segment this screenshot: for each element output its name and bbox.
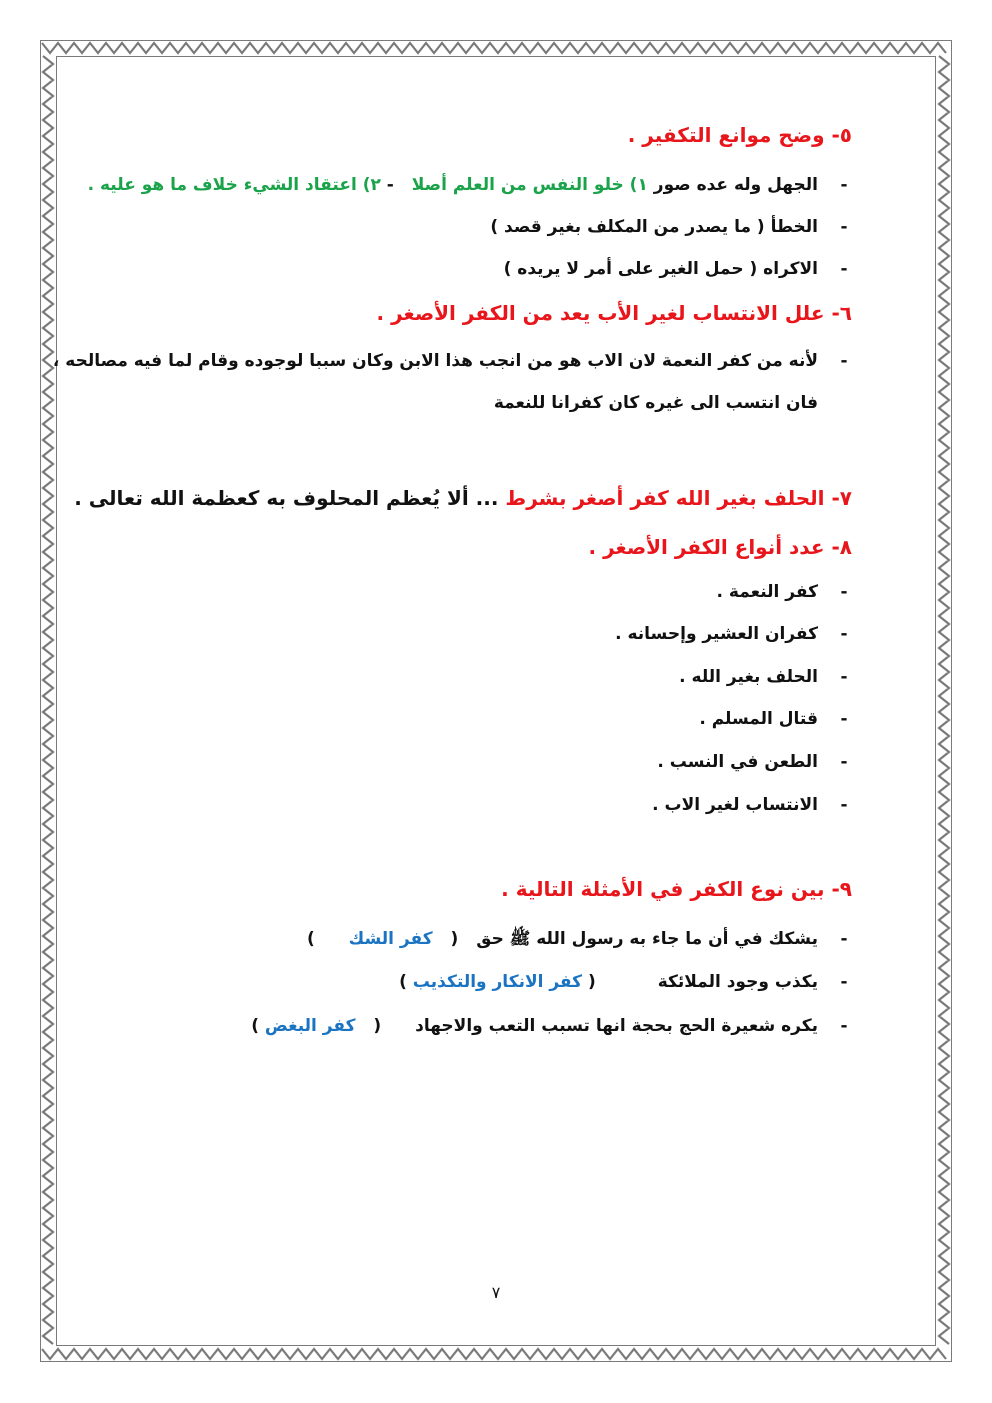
bullet: - bbox=[840, 259, 848, 279]
bullet: - bbox=[840, 929, 848, 949]
paren-open: ( bbox=[450, 929, 459, 949]
q9-example-2-text: يكذب وجود الملائكة bbox=[657, 972, 818, 992]
bullet: - bbox=[840, 582, 848, 602]
q5-item-jahl bbox=[88, 172, 818, 198]
q9-example-1-answer: كفر الشك bbox=[348, 929, 433, 949]
bullet: - bbox=[840, 972, 848, 992]
q8-title: ٨- عدد أنواع الكفر الأصغر . bbox=[588, 535, 852, 559]
q8-item-5: الطعن في النسب . bbox=[657, 752, 818, 772]
bullet: - bbox=[840, 1016, 848, 1036]
paren-open: ( bbox=[587, 972, 596, 992]
q5-title: ٥- وضح موانع التكفير . bbox=[627, 123, 852, 147]
bullet: - bbox=[840, 624, 848, 644]
q9-example-3-answer: كفر البغض bbox=[264, 1016, 356, 1036]
paren-close: ) bbox=[306, 929, 315, 949]
paren-open: ( bbox=[373, 1016, 382, 1036]
q6-title: ٦- علل الانتساب لغير الأب يعد من الكفر الأصغر . bbox=[376, 301, 852, 325]
bullet: - bbox=[840, 795, 848, 815]
page-number: ٧ bbox=[491, 1283, 501, 1302]
bullet: - bbox=[840, 175, 848, 195]
q9-example-1-text: يشكك في أن ما جاء به رسول الله ﷺ حق bbox=[476, 929, 818, 949]
q8-item-2: كفران العشير وإحسانه . bbox=[615, 624, 818, 644]
bullet: - bbox=[840, 217, 848, 237]
q5-jahl-lead: الجهل وله عده صور bbox=[653, 175, 818, 195]
q8-item-3: الحلف بغير الله . bbox=[679, 667, 818, 687]
q9-example-3 bbox=[251, 1013, 818, 1039]
q5-jahl-answer-1: ١) خلو النفس من العلم أصلا bbox=[411, 175, 648, 195]
q6-answer-line-2: فان انتسب الى غيره كان كفرانا للنعمة bbox=[493, 393, 818, 413]
q9-example-2 bbox=[399, 969, 818, 995]
bullet: - bbox=[840, 709, 848, 729]
q5-item-ikrah: الاكراه ( حمل الغير على أمر لا يريده ) bbox=[503, 259, 818, 279]
q5-jahl-answer-2: ٢) اعتقاد الشيء خلاف ما هو عليه . bbox=[87, 175, 381, 195]
q9-example-2-answer: كفر الانكار والتكذيب bbox=[412, 972, 583, 992]
paren-close: ) bbox=[251, 1016, 259, 1036]
q8-item-1: كفر النعمة . bbox=[716, 582, 818, 602]
q6-answer-line-1: لأنه من كفر النعمة لان الاب هو من انجب هذا الابن وكان سببا لوجوده وقام لما فيه مصالحه ، bbox=[52, 351, 818, 371]
paren-close: ) bbox=[399, 972, 407, 992]
q8-item-4: قتال المسلم . bbox=[699, 709, 818, 729]
q9-example-1 bbox=[307, 926, 818, 952]
q7-line bbox=[74, 483, 852, 513]
bullet: - bbox=[840, 752, 848, 772]
q7-title: ٧- الحلف بغير الله كفر أصغر بشرط bbox=[505, 486, 852, 510]
q5-jahl-separator: - bbox=[386, 175, 394, 195]
q7-answer: ... ألا يُعظم المحلوف به كعظمة الله تعالى . bbox=[74, 486, 499, 510]
q5-item-khata: الخطأ ( ما يصدر من المكلف بغير قصد ) bbox=[490, 217, 818, 237]
q9-title: ٩- بين نوع الكفر في الأمثلة التالية . bbox=[501, 877, 852, 901]
bullet: - bbox=[840, 667, 848, 687]
q8-item-6: الانتساب لغير الاب . bbox=[652, 795, 818, 815]
q9-example-3-text: يكره شعيرة الحج بحجة انها تسبب التعب والاجهاد bbox=[415, 1016, 818, 1036]
bullet: - bbox=[840, 351, 848, 371]
